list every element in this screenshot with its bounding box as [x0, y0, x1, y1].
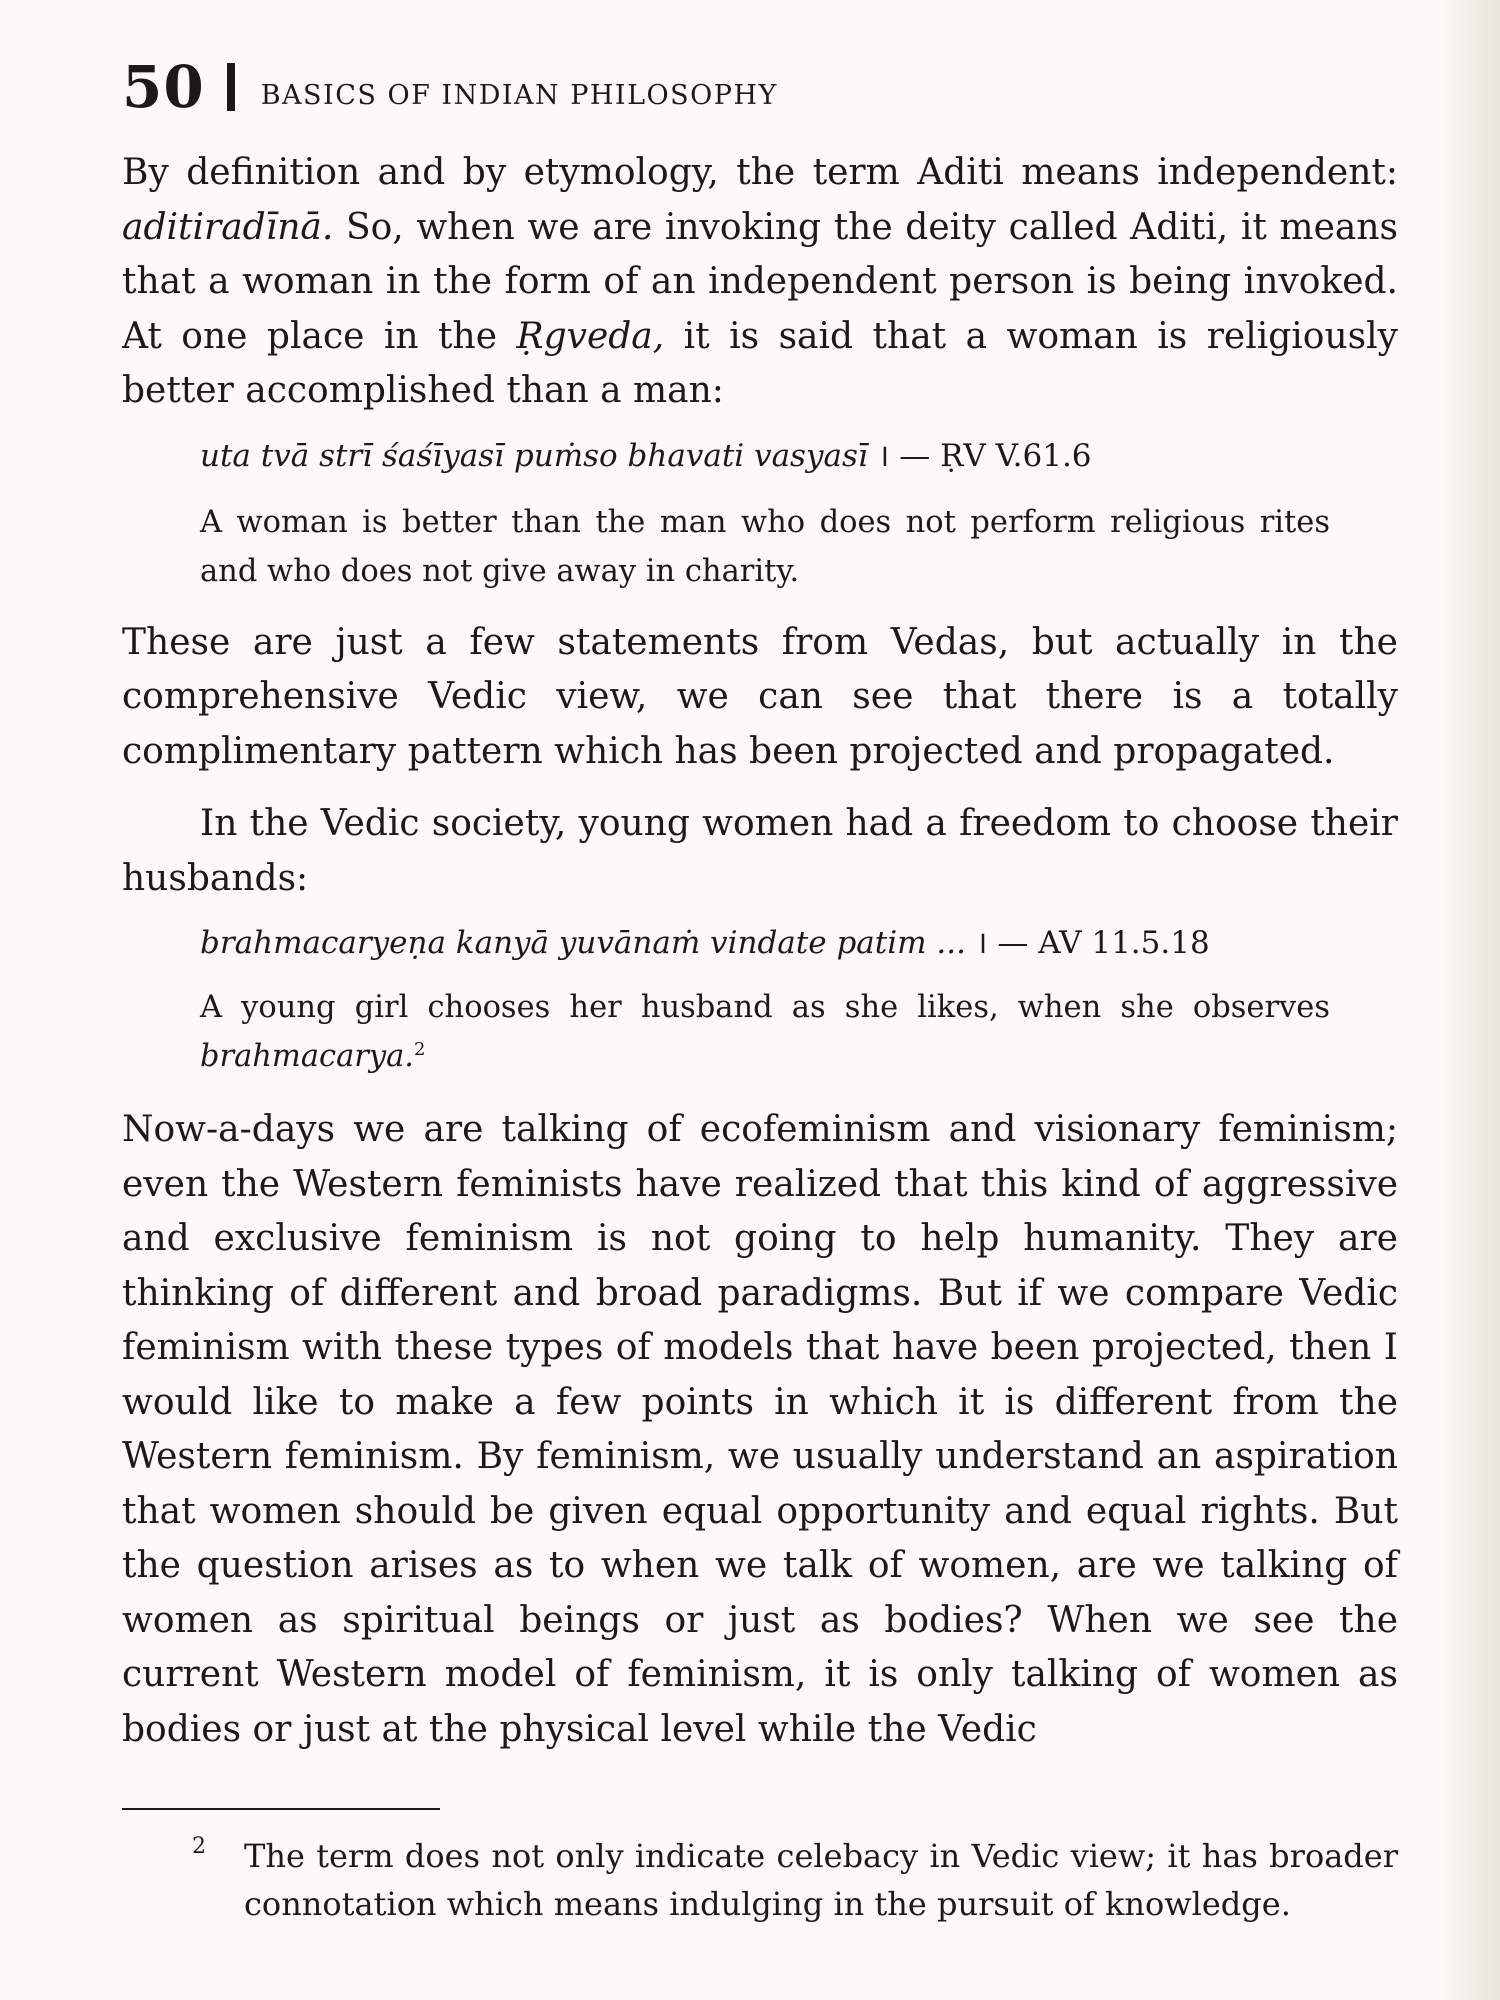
footnote-divider [122, 1808, 440, 1810]
running-title: BASICS OF INDIAN PHILOSOPHY [260, 79, 778, 111]
footnote [122, 1832, 1398, 1928]
body-text [122, 146, 1398, 1757]
header-divider [227, 63, 235, 111]
paragraph-feminism: Now-a-days we are talking of ecofeminism and visionary feminism; even the Western feminists have realized that this kind of aggressive and exclusive feminism is not going to help humanity. They are thinking of different and broad paradigms. But if we compare Vedic feminism with these types of models that have been projected, then I would like to make a few points in which it is different from the Western feminism. By feminism, we usually understand an aspiration that women should be given equal opportunity and equal rights. But the question arises as to when we talk of women, are we talking of women as spiritual beings or just as bodies? When we see the current Western model of feminism, it is only talking of women as bodies or just at the physical level while the Vedic [122, 1109, 1398, 1750]
verse-quote-av: brahmacaryeṇa kanyā yuvānaṁ vindate patim ... । — AV 11.5.18 [200, 925, 1210, 961]
verse-reference: । — AV 11.5.18 [965, 925, 1210, 961]
footnote-reference[interactable]: 2 [414, 1038, 426, 1060]
footnote-text: The term does not only indicate celebacy in Vedic view; it has broader connotation which means indulging in the pursuit of knowledge. [244, 1837, 1398, 1923]
verse-quote-rv: uta tvā strī śaśīyasī puṁso bhavati vasyasī । — ṚV V.61.6 [200, 437, 1092, 474]
paragraph-aditi: By definition and by etymology, the term Aditi means independent: aditiradīnā. So, when we are invoking the deity called Aditi, it means that a woman in the form of an independent person is being invoked. At one place in the Ṛgveda, it is said that a woman is religiously better accomplished than a man: [122, 152, 1398, 411]
verse-translation-rv: A woman is better than the man who does not perform religious rites and who does not give away in charity. [200, 504, 1330, 589]
page-number: 50 [122, 53, 205, 121]
verse-translation-av: A young girl chooses her husband as she likes, when she observes brahmacarya.$^2$ [200, 990, 1330, 1074]
page-header [122, 52, 778, 122]
page-edge-shadow [1440, 0, 1500, 2000]
paragraph-vedic-society: In the Vedic society, young women had a freedom to choose their husbands: [122, 803, 1398, 899]
verse-reference: । — ṚV V.61.6 [867, 437, 1092, 474]
footnote-number: 2 [192, 1834, 206, 1859]
paragraph-vedic-view: These are just a few statements from Vedas, but actually in the comprehensive Vedic view, we can see that there is a totally complimentary pattern which has been projected and propagated. [122, 621, 1398, 772]
